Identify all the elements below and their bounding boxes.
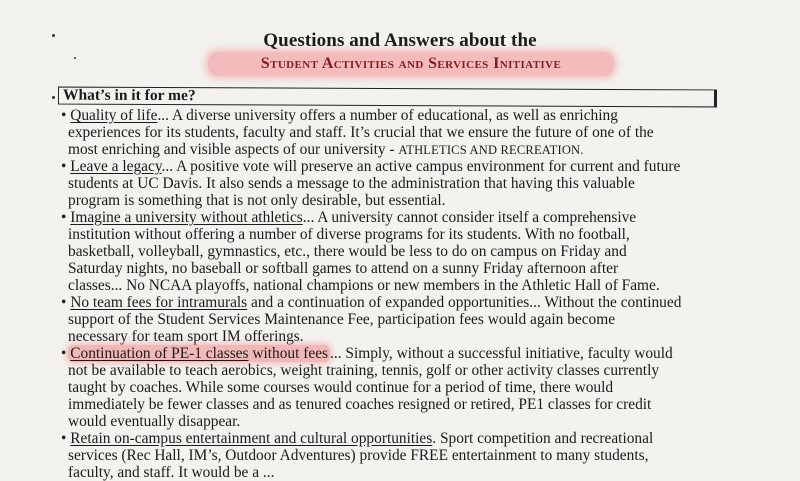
list-item	[61, 107, 618, 124]
item-text-line: faculty, and staff. It would be a ...	[68, 464, 275, 481]
bullet: •	[61, 209, 67, 226]
item-title: Imagine a university without athletics	[70, 209, 303, 226]
item-text: ... A university cannot consider itself a comprehensive	[302, 209, 637, 226]
item-text-line	[68, 141, 584, 159]
bullet: •	[61, 345, 67, 362]
item-text: ... Simply, without a successful initiative, faculty would	[330, 345, 673, 362]
item-text: most enriching and visible aspects of our university -	[68, 141, 399, 158]
document-title: Questions and Answers about the	[263, 30, 537, 51]
item-text-line: immediately be fewer classes and as tenured coaches resigned or retired, PE1 classes for credit	[68, 396, 652, 413]
bullet: •	[61, 158, 67, 175]
item-title: No team fees for intramurals	[70, 294, 248, 311]
list-item	[61, 345, 673, 362]
list-item	[61, 158, 680, 175]
item-text-line: experiences for its students, faculty and staff. It’s crucial that we ensure the future of one of the	[68, 124, 654, 141]
item-text-line: students at UC Davis. It also sends a message to the administration that having this valuable	[68, 175, 635, 192]
list-item	[61, 430, 653, 447]
item-title-highlighted	[68, 345, 330, 362]
item-text-line: basketball, volleyball, gymnastics, etc., there would be less to do on campus on Friday and	[68, 243, 627, 260]
item-text: ... A positive vote will preserve an active campus environment for current and future	[161, 158, 681, 175]
list-item	[61, 209, 636, 226]
section-heading: What’s in it for me?	[62, 86, 196, 105]
item-text: and a continuation of expanded opportunities... Without the continued	[247, 294, 682, 311]
item-text-line: not be available to teach aerobics, weight training, tennis, golf or other activity classes currently	[68, 362, 660, 379]
item-text-line: would eventually disappear.	[68, 413, 241, 430]
item-text-line: program is something that is not only desirable, but essential.	[68, 192, 446, 209]
bullet: •	[61, 107, 67, 124]
item-text-line: support of the Student Services Maintenance Fee, participation fees would again become	[68, 311, 616, 328]
item-title: Quality of life	[70, 107, 158, 124]
item-title: Retain on-campus entertainment and cultural opportunities	[70, 430, 433, 447]
list-item	[61, 294, 681, 311]
item-text-caps: ATHLETICS AND RECREATION.	[398, 143, 584, 157]
item-text-line: services (Rec Hall, IM’s, Outdoor Adventures) provide FREE entertainment to many students,	[68, 447, 649, 464]
item-title: Continuation of PE-1 classes	[70, 345, 249, 362]
item-text-line: Saturday nights, no baseball or softball games to attend on a sunny Friday afternoon after	[68, 260, 619, 277]
item-text-line: institution without offering a number of diverse programs for its students. With no football,	[68, 226, 630, 243]
item-text-line: taught by coaches. While some courses would continue for a period of time, there would	[68, 379, 614, 396]
item-title-suffix: without fees	[248, 345, 329, 362]
bullet: •	[61, 294, 67, 311]
item-text: . Sport competition and recreational	[432, 430, 654, 447]
bullet: •	[61, 430, 67, 447]
item-text-line: classes... No NCAA playoffs, national champions or new members in the Athletic Hall of Fame.	[68, 277, 660, 294]
item-text-line: necessary for team sport IM offerings.	[68, 328, 304, 345]
item-title: Leave a legacy	[70, 158, 162, 175]
item-text: ... A diverse university offers a number of educational, as well as enriching	[157, 107, 618, 124]
document-subtitle-highlighted: Student Activities and Services Initiative	[208, 52, 614, 76]
